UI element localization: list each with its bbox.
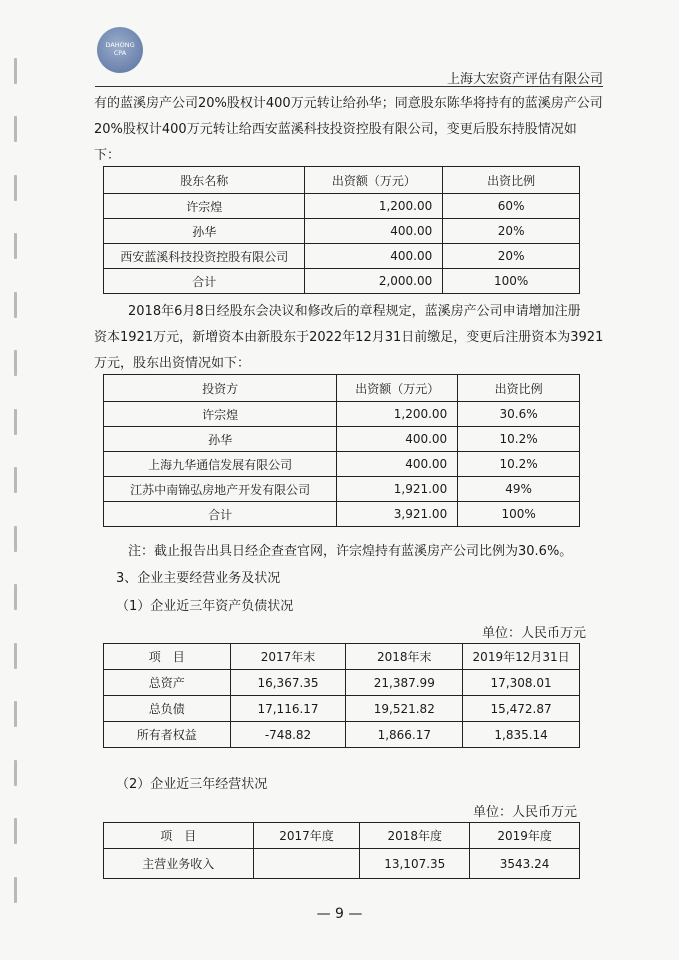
table2-cell: 10.2% <box>458 452 580 477</box>
table2-cell: 孙华 <box>104 427 337 452</box>
table2-cell: 上海九华通信发展有限公司 <box>104 452 337 477</box>
table3-header: 项 目 <box>104 644 231 670</box>
company-logo: DAHONG CPA <box>97 27 143 73</box>
table3-cell: 16,367.35 <box>230 670 346 696</box>
para1-line3: 下： <box>94 148 121 163</box>
table2-header: 投资方 <box>104 375 337 402</box>
table1-cell: 100% <box>443 269 580 294</box>
subsection2-heading: （2）企业近三年经营状况 <box>116 777 268 792</box>
table4-header: 项 目 <box>104 823 254 849</box>
table1-cell: 2,000.00 <box>305 269 443 294</box>
table2-cell: 400.00 <box>337 452 458 477</box>
table2-cell: 1,200.00 <box>337 402 458 427</box>
table4-cell: 主营业务收入 <box>104 849 254 879</box>
table1-header: 出资比例 <box>443 167 580 194</box>
table2-cell: 100% <box>458 502 580 527</box>
table4-cell: 13,107.35 <box>360 849 470 879</box>
table2-cell: 30.6% <box>458 402 580 427</box>
table4-header: 2017年度 <box>253 823 360 849</box>
page-number: — 9 — <box>316 906 363 922</box>
section3-heading: 3、企业主要经营业务及状况 <box>116 571 281 586</box>
shareholder-table-after <box>103 374 580 527</box>
unit-label: 单位：人民币万元 <box>482 626 587 641</box>
table3-header: 2019年12月31日 <box>463 644 580 670</box>
para2-line2: 资本1921万元，新增资本由新股东于2022年12月31日前缴足，变更后注册资本为3921 <box>94 330 604 345</box>
table2-cell: 许宗煌 <box>104 402 337 427</box>
table1-cell: 400.00 <box>305 244 443 269</box>
para1-line2: 20%股权计400万元转让给西安蓝溪科技投资控股有限公司，变更后股东持股情况如 <box>94 122 577 137</box>
table1-cell: 1,200.00 <box>305 194 443 219</box>
note-text: 注：截止报告出具日经企查查官网，许宗煌持有蓝溪房产公司比例为30.6%。 <box>128 544 573 559</box>
table3-cell: 所有者权益 <box>104 722 231 748</box>
table2-header: 出资额（万元） <box>337 375 458 402</box>
balance-sheet-table <box>103 643 580 748</box>
table1-cell: 20% <box>443 219 580 244</box>
binding-marks <box>0 0 30 960</box>
header-rule <box>95 86 603 87</box>
table3-cell: 总负债 <box>104 696 231 722</box>
table2-cell: 合计 <box>104 502 337 527</box>
table1-cell: 孙华 <box>104 219 305 244</box>
para2-line3: 万元，股东出资情况如下： <box>94 356 251 371</box>
table1-cell: 400.00 <box>305 219 443 244</box>
operations-table <box>103 822 580 879</box>
para1-line1: 有的蓝溪房产公司20%股权计400万元转让给孙华；同意股东陈华将持有的蓝溪房产公司 <box>94 96 603 111</box>
table1-cell: 20% <box>443 244 580 269</box>
table1-cell: 西安蓝溪科技投资控股有限公司 <box>104 244 305 269</box>
table3-header: 2018年末 <box>346 644 463 670</box>
table4-header: 2019年度 <box>470 823 580 849</box>
table2-cell: 江苏中南锦弘房地产开发有限公司 <box>104 477 337 502</box>
table3-cell: 17,308.01 <box>463 670 580 696</box>
table3-cell: 21,387.99 <box>346 670 463 696</box>
company-name: 上海大宏资产评估有限公司 <box>446 72 603 87</box>
table3-cell: 总资产 <box>104 670 231 696</box>
table3-cell: 19,521.82 <box>346 696 463 722</box>
table1-cell: 合计 <box>104 269 305 294</box>
table2-cell: 1,921.00 <box>337 477 458 502</box>
table1-cell: 60% <box>443 194 580 219</box>
table2-cell: 49% <box>458 477 580 502</box>
table3-cell: 17,116.17 <box>230 696 346 722</box>
table2-cell: 400.00 <box>337 427 458 452</box>
table4-cell: 3543.24 <box>470 849 580 879</box>
table1-cell: 许宗煌 <box>104 194 305 219</box>
table3-cell: -748.82 <box>230 722 346 748</box>
shareholder-table-before <box>103 166 580 294</box>
subsection1-heading: （1）企业近三年资产负债状况 <box>116 599 294 614</box>
table3-cell: 15,472.87 <box>463 696 580 722</box>
table3-cell: 1,835.14 <box>463 722 580 748</box>
table1-header: 股东名称 <box>104 167 305 194</box>
table4-header: 2018年度 <box>360 823 470 849</box>
table1-header: 出资额（万元） <box>305 167 443 194</box>
table2-cell: 3,921.00 <box>337 502 458 527</box>
table4-cell <box>253 849 360 879</box>
table3-cell: 1,866.17 <box>346 722 463 748</box>
table3-header: 2017年末 <box>230 644 346 670</box>
para2-line1: 2018年6月8日经股东会决议和修改后的章程规定，蓝溪房产公司申请增加注册 <box>128 304 581 319</box>
table2-cell: 10.2% <box>458 427 580 452</box>
unit-label: 单位：人民币万元 <box>473 805 578 820</box>
table2-header: 出资比例 <box>458 375 580 402</box>
